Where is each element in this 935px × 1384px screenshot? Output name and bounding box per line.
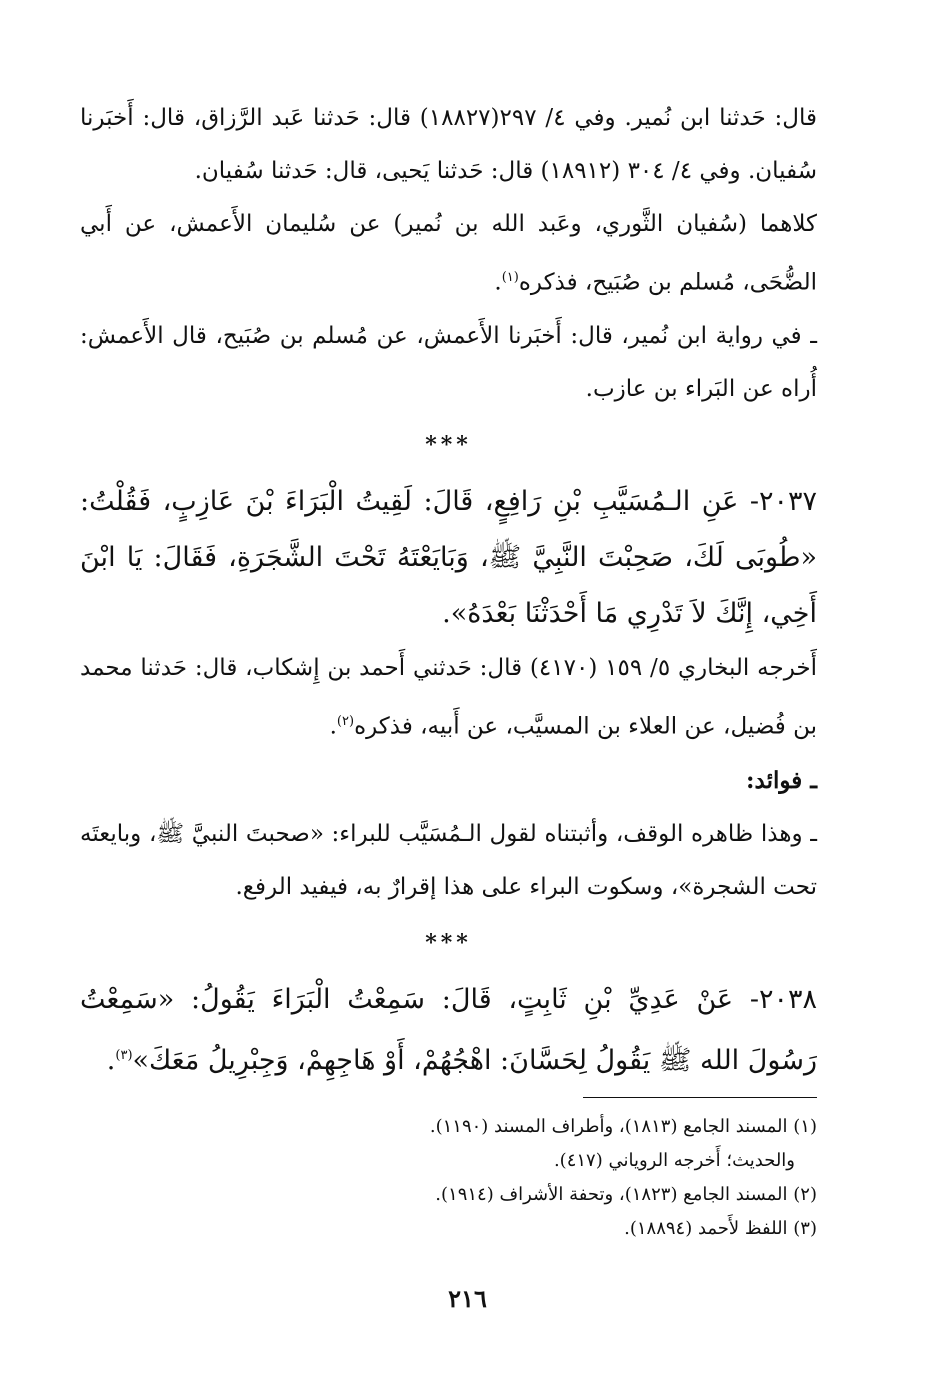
footnote-ref-3[interactable]: (٣) <box>115 1048 133 1064</box>
paragraph-chain-2-end: . <box>494 269 502 296</box>
paragraph-takhrij-end: . <box>329 713 337 740</box>
footnote-3: (٣) اللفظ لأَحمد (١٨٨٩٤). <box>624 1218 817 1239</box>
fawaid-heading: ـ فوائد: <box>746 767 817 795</box>
paragraph-chain-1: قال: حَدثنا ابن نُمير. وفي ٤/ ٢٩٧(١٨٨٢٧) قال: حَدثنا عَبد الرَّزاق، قال: أَخبَرنا سُفيان. وفي ٤/ ٣٠٤ (١٨٩١٢) قال: حَدثنا يَحيى، قال: حَدثنا سُفيان. <box>80 105 818 184</box>
footnote-1: (١) المسند الجامع (١٨١٣)، وأطراف المسند (١١٩٠). <box>429 1116 817 1137</box>
footnote-ref-2[interactable]: (٢) <box>336 713 355 729</box>
hadith-2038-end: . <box>106 1045 116 1077</box>
page-number: ٢١٦ <box>448 1284 487 1313</box>
footnote-2: (٢) المسند الجامع (١٨٢٣)، وتحفة الأشراف (١٩١٤). <box>435 1184 817 1205</box>
paragraph-takhrij-text: أَخرجه البخاري ٥/ ١٥٩ (٤١٧٠) قال: حَدثني أَحمد بن إِشكاب، قال: حَدثنا محمد بن فُضيل، عن العلاء بن المسيَّب، عن أَبيه، فذكره <box>80 654 817 740</box>
footnote-ref-1[interactable]: (١) <box>501 270 519 285</box>
paragraph-takhrij <box>80 642 817 754</box>
paragraph-chain-2 <box>80 198 817 310</box>
hadith-2037: ٢٠٣٧- عَنِ الـمُسَيَّبِ بْنِ رَافِعٍ، قَالَ: لَقِيتُ الْبَرَاءَ بْنَ عَازِبٍ، فَقُلْتُ: «طُوبَى لَكَ، صَحِبْتَ النَّبِيَّ ﷺ، وَبَايَعْتَهُ تَحْتَ الشَّجَرَةِ، فَقَالَ: يَا ابْنَ أَخِي، إِنَّكَ لاَ تَدْرِي مَا أَحْدَثْنَا بَعْدَهُ». <box>80 485 817 629</box>
hadith-2038 <box>80 972 817 1089</box>
footnote-1-continuation: والحديث؛ أَخرجه الروياني (٤١٧). <box>553 1150 795 1171</box>
footnote-divider <box>583 1097 817 1098</box>
paragraph-narration-note: ـ في رواية ابن نُمير، قال: أَخبَرنا الأَعمش، عن مُسلم بن صُبَيح، قال الأَعمش: أُراه عن البَراء بن عازب. <box>80 322 817 402</box>
paragraph-fawaid: ـ وهذا ظاهره الوقف، وأثبتناه لقول الـمُسَيَّب للبراء: «صحبتَ النبيَّ ﷺ، وبايعتَه تحت الشجرة»، وسكوت البراء على هذا إقرارٌ به، فيفيد الرفع. <box>80 821 817 901</box>
page-body <box>80 92 817 1089</box>
paragraph-chain-2-text: كلاهما (سُفيان الثَّوري، وعَبد الله بن نُمير) عن سُليمان الأَعمش، عن أَبي الضُّحَى، مُسلم بن صُبَيح، فذكره <box>80 211 817 296</box>
footnotes <box>80 1110 817 1246</box>
hadith-2038-text: ٢٠٣٨- عَنْ عَدِيِّ بْنِ ثَابِتٍ، قَالَ: سَمِعْتُ الْبَرَاءَ يَقُولُ: «سَمِعْتُ رَسُولَ الله ﷺ يَقُولُ لِحَسَّانَ: اهْجُهُمْ، أَوْ هَاجِهِمْ، وَجِبْرِيلُ مَعَكَ» <box>80 984 817 1077</box>
section-separator: *** <box>425 431 472 458</box>
section-separator: *** <box>425 930 472 957</box>
